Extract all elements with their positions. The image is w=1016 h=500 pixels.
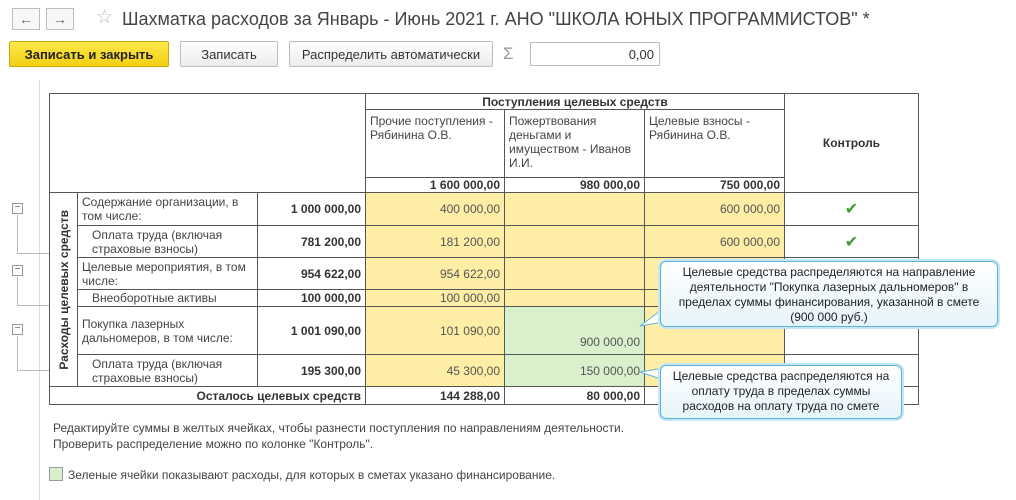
row-group-label: Расходы целевых средств [50, 193, 78, 387]
control-header: Контроль [785, 94, 919, 193]
callout-tooltip: Целевые средства распределяются на направление деятельности "Покупка лазерных дальномеров" в пределах суммы финансирования, указанной в смете (900 000 руб.) [660, 261, 998, 327]
sum-field[interactable]: 0,00 [530, 42, 660, 66]
collapse-toggle-icon[interactable]: − [12, 265, 23, 276]
tree-line [17, 277, 18, 305]
remaining-total: 144 288,00 [366, 387, 505, 405]
row-total: 195 300,00 [258, 355, 366, 387]
control-cell [785, 193, 919, 226]
tree-line [17, 215, 18, 253]
row-total: 954 622,00 [258, 258, 366, 290]
back-button[interactable] [12, 8, 40, 30]
editable-cell[interactable]: 100 000,00 [366, 290, 505, 307]
check-icon: ✔ [844, 233, 859, 251]
editable-cell[interactable] [505, 290, 645, 307]
arrow-right-icon: → [53, 11, 67, 27]
row-total: 1 000 000,00 [258, 193, 366, 226]
editable-cell[interactable]: 45 300,00 [366, 355, 505, 387]
editable-cell[interactable]: 600 000,00 [645, 193, 785, 226]
hint-text: Проверить распределение можно по колонке "Контроль". [53, 437, 374, 451]
form-divider [39, 80, 40, 500]
legend-text: Зеленые ячейки показывают расходы, для которых в сметах указано финансирование. [68, 468, 556, 482]
expense-grid [49, 93, 919, 405]
corner-cell [50, 94, 366, 193]
editable-cell[interactable]: 600 000,00 [645, 226, 785, 258]
row-total: 781 200,00 [258, 226, 366, 258]
editable-cell[interactable] [505, 258, 645, 290]
green-legend-swatch [49, 467, 63, 481]
save-button[interactable]: Записать [180, 41, 278, 67]
editable-cell[interactable]: 954 622,00 [366, 258, 505, 290]
callout-tooltip: Целевые средства распределяются на оплату труда в пределах суммы расходов на оплату труда по смете [660, 365, 902, 419]
row-label: Оплата труда (включая страховые взносы) [78, 226, 258, 258]
remaining-label: Осталось целевых средств [50, 387, 366, 405]
editable-cell[interactable]: 101 090,00 [366, 307, 505, 355]
distribute-auto-button[interactable]: Распределить автоматически [289, 41, 493, 67]
forward-button[interactable] [46, 8, 74, 30]
tree-line [17, 305, 49, 306]
financed-cell[interactable]: 150 000,00 [505, 355, 645, 387]
column-total: 980 000,00 [505, 178, 645, 193]
tree-line [17, 253, 49, 254]
editable-cell[interactable]: 181 200,00 [366, 226, 505, 258]
arrow-left-icon: ← [19, 11, 33, 27]
column-total: 750 000,00 [645, 178, 785, 193]
income-header: Поступления целевых средств [366, 94, 785, 110]
tree-line [17, 370, 49, 371]
tree-line [17, 336, 18, 370]
row-total: 100 000,00 [258, 290, 366, 307]
row-label: Оплата труда (включая страховые взносы) [78, 355, 258, 387]
sigma-icon: Σ [503, 44, 514, 63]
row-label: Целевые мероприятия, в том числе: [78, 258, 258, 290]
hint-text: Редактируйте суммы в желтых ячейках, чтобы разнести поступления по направлениям деятельности. [53, 421, 625, 435]
remaining-total: 80 000,00 [505, 387, 645, 405]
row-label: Внеоборотные активы [78, 290, 258, 307]
save-and-close-button[interactable]: Записать и закрыть [9, 41, 169, 67]
column-header: Прочие поступления - Рябинина О.В. [366, 110, 505, 178]
row-total: 1 001 090,00 [258, 307, 366, 355]
check-icon: ✔ [844, 201, 859, 218]
window-title: Шахматка расходов за Январь - Июнь 2021 г. АНО "ШКОЛА ЮНЫХ ПРОГРАММИСТОВ" * [122, 9, 870, 29]
editable-cell[interactable]: 400 000,00 [366, 193, 505, 226]
collapse-toggle-icon[interactable]: − [12, 324, 23, 335]
row-label: Покупка лазерных дальномеров, в том числе: [78, 307, 258, 355]
column-header: Пожертвования деньгами и имуществом - Иванов И.И. [505, 110, 645, 178]
column-total: 1 600 000,00 [366, 178, 505, 193]
financed-cell[interactable]: 900 000,00 [505, 307, 645, 355]
collapse-toggle-icon[interactable]: − [12, 203, 23, 214]
control-cell [785, 226, 919, 258]
column-header: Целевые взносы - Рябинина О.В. [645, 110, 785, 178]
editable-cell[interactable] [505, 193, 645, 226]
row-label: Содержание организации, в том числе: [78, 193, 258, 226]
editable-cell[interactable] [505, 226, 645, 258]
star-icon[interactable]: ☆ [96, 7, 114, 28]
